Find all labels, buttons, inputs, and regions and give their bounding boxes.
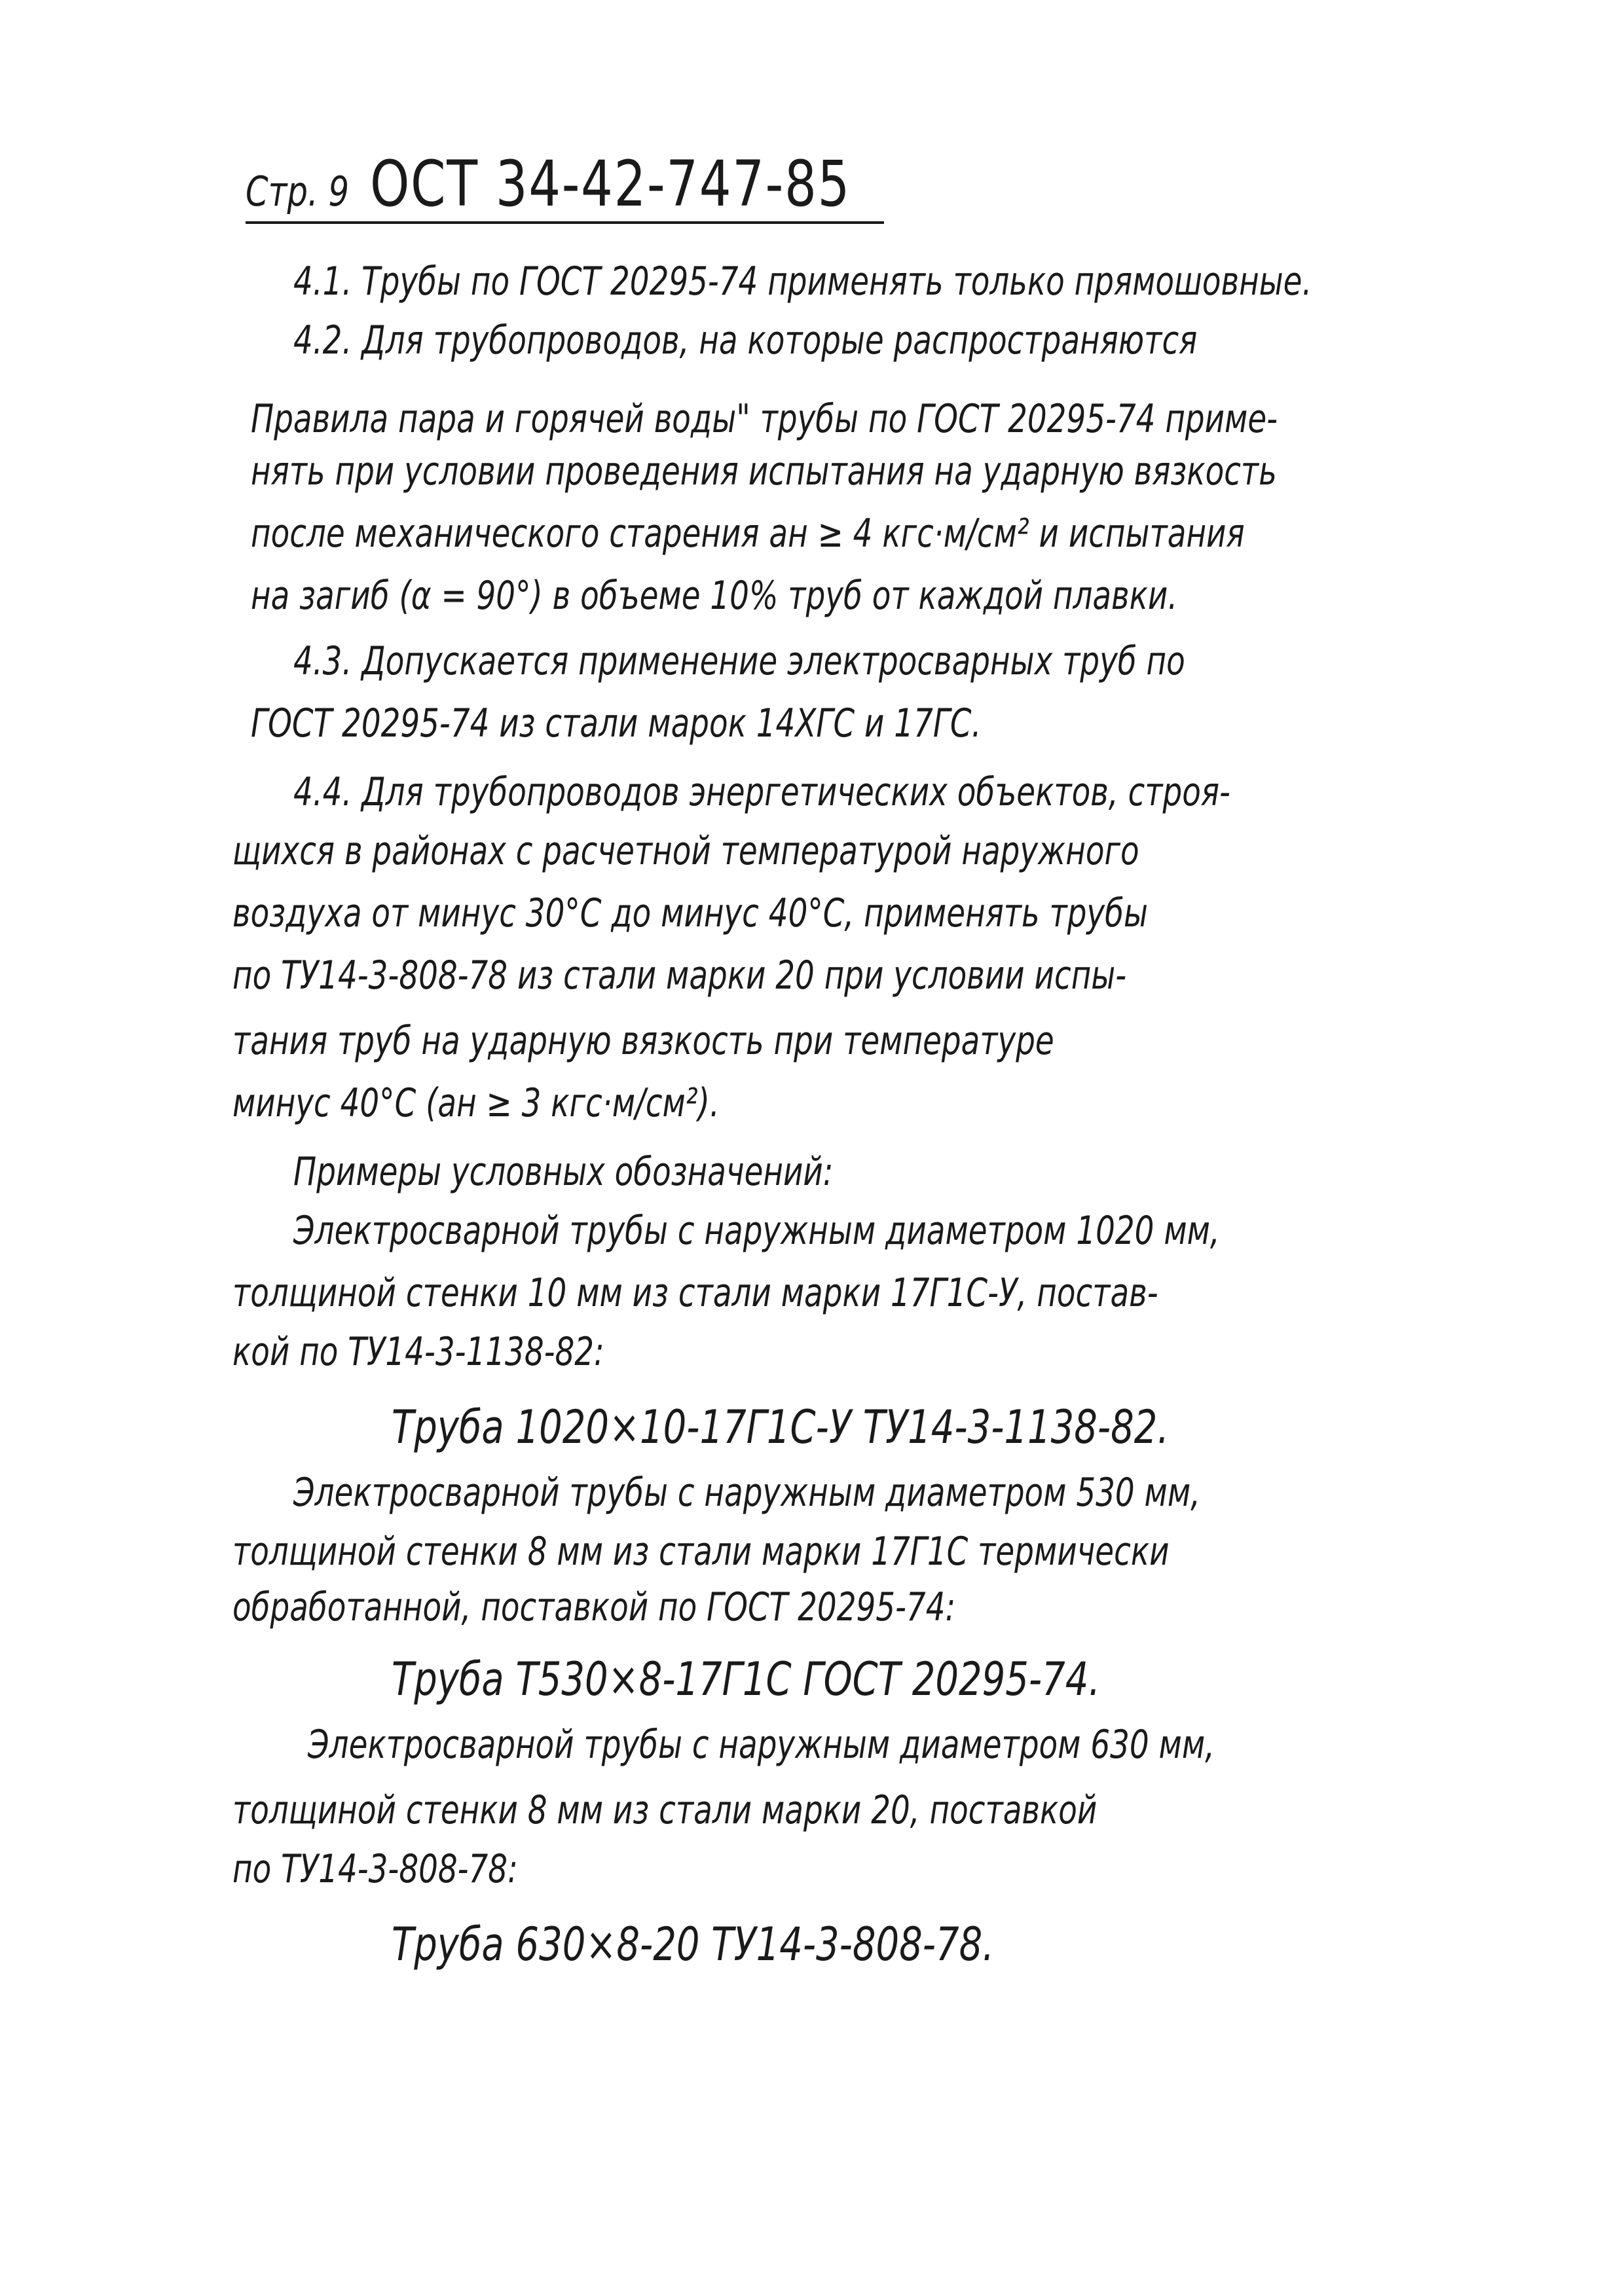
designation-example-3: Труба 630×8-20 ТУ14-3-808-78. xyxy=(392,1918,995,1971)
text-line: по ТУ14-3-808-78: xyxy=(232,1846,518,1892)
text-line: толщиной стенки 8 мм из стали марки 17Г1С термически xyxy=(232,1529,1170,1575)
text-line: Правила пара и горячей воды" трубы по ГОСТ 20295-74 приме- xyxy=(251,396,1278,442)
text-line: ГОСТ 20295-74 из стали марок 14ХГС и 17ГС. xyxy=(251,701,982,746)
document-code: ОСТ 34-42-747-85 xyxy=(370,147,851,221)
text-line-4-3: 4.3. Допускается применение электросварных труб по xyxy=(293,638,1185,684)
designation-example-1: Труба 1020×10-17Г1С-У ТУ14-3-1138-82. xyxy=(392,1400,1170,1454)
text-line-4-2: 4.2. Для трубопроводов, на которые распространяются xyxy=(293,318,1198,363)
text-line: обработанной, поставкой по ГОСТ 20295-74: xyxy=(232,1584,956,1630)
text-line: Электросварной трубы с наружным диаметром 630 мм, xyxy=(308,1722,1215,1768)
text-line: по ТУ14-3-808-78 из стали марки 20 при условии испы- xyxy=(232,953,1127,998)
page-header xyxy=(246,147,970,221)
text-line: щихся в районах с расчетной температурой наружного xyxy=(232,828,1139,874)
text-line: воздуха от минус 30°С до минус 40°С, применять трубы xyxy=(232,890,1148,936)
text-line: кой по ТУ14-3-1138-82: xyxy=(232,1329,604,1375)
text-line: тания труб на ударную вязкость при температуре xyxy=(232,1018,1054,1064)
designation-example-2: Труба Т530×8-17Г1С ГОСТ 20295-74. xyxy=(392,1652,1101,1706)
text-line: нять при условии проведения испытания на ударную вязкость xyxy=(251,448,1277,494)
text-line-4-4: 4.4. Для трубопроводов энергетических объектов, строя- xyxy=(293,769,1230,815)
examples-heading: Примеры условных обозначений: xyxy=(293,1149,834,1195)
text-line: Электросварной трубы с наружным диаметром 1020 мм, xyxy=(293,1208,1220,1254)
text-line-4-1: 4.1. Трубы по ГОСТ 20295-74 применять только прямошовные. xyxy=(293,259,1312,304)
text-line: после механического старения aн ≥ 4 кгс·м/см² и испытания xyxy=(251,511,1245,556)
text-line: Электросварной трубы с наружным диаметром 530 мм, xyxy=(293,1470,1201,1516)
text-line: толщиной стенки 8 мм из стали марки 20, поставкой xyxy=(232,1787,1098,1833)
text-line: на загиб (α = 90°) в объеме 10% труб от каждой плавки. xyxy=(251,573,1178,619)
page-number: Стр. 9 xyxy=(246,168,350,215)
header-underline xyxy=(246,221,884,224)
text-line: минус 40°С (aн ≥ 3 кгс·м/см²). xyxy=(232,1080,720,1126)
text-line: толщиной стенки 10 мм из стали марки 17Г1С-У, постав- xyxy=(232,1270,1158,1316)
